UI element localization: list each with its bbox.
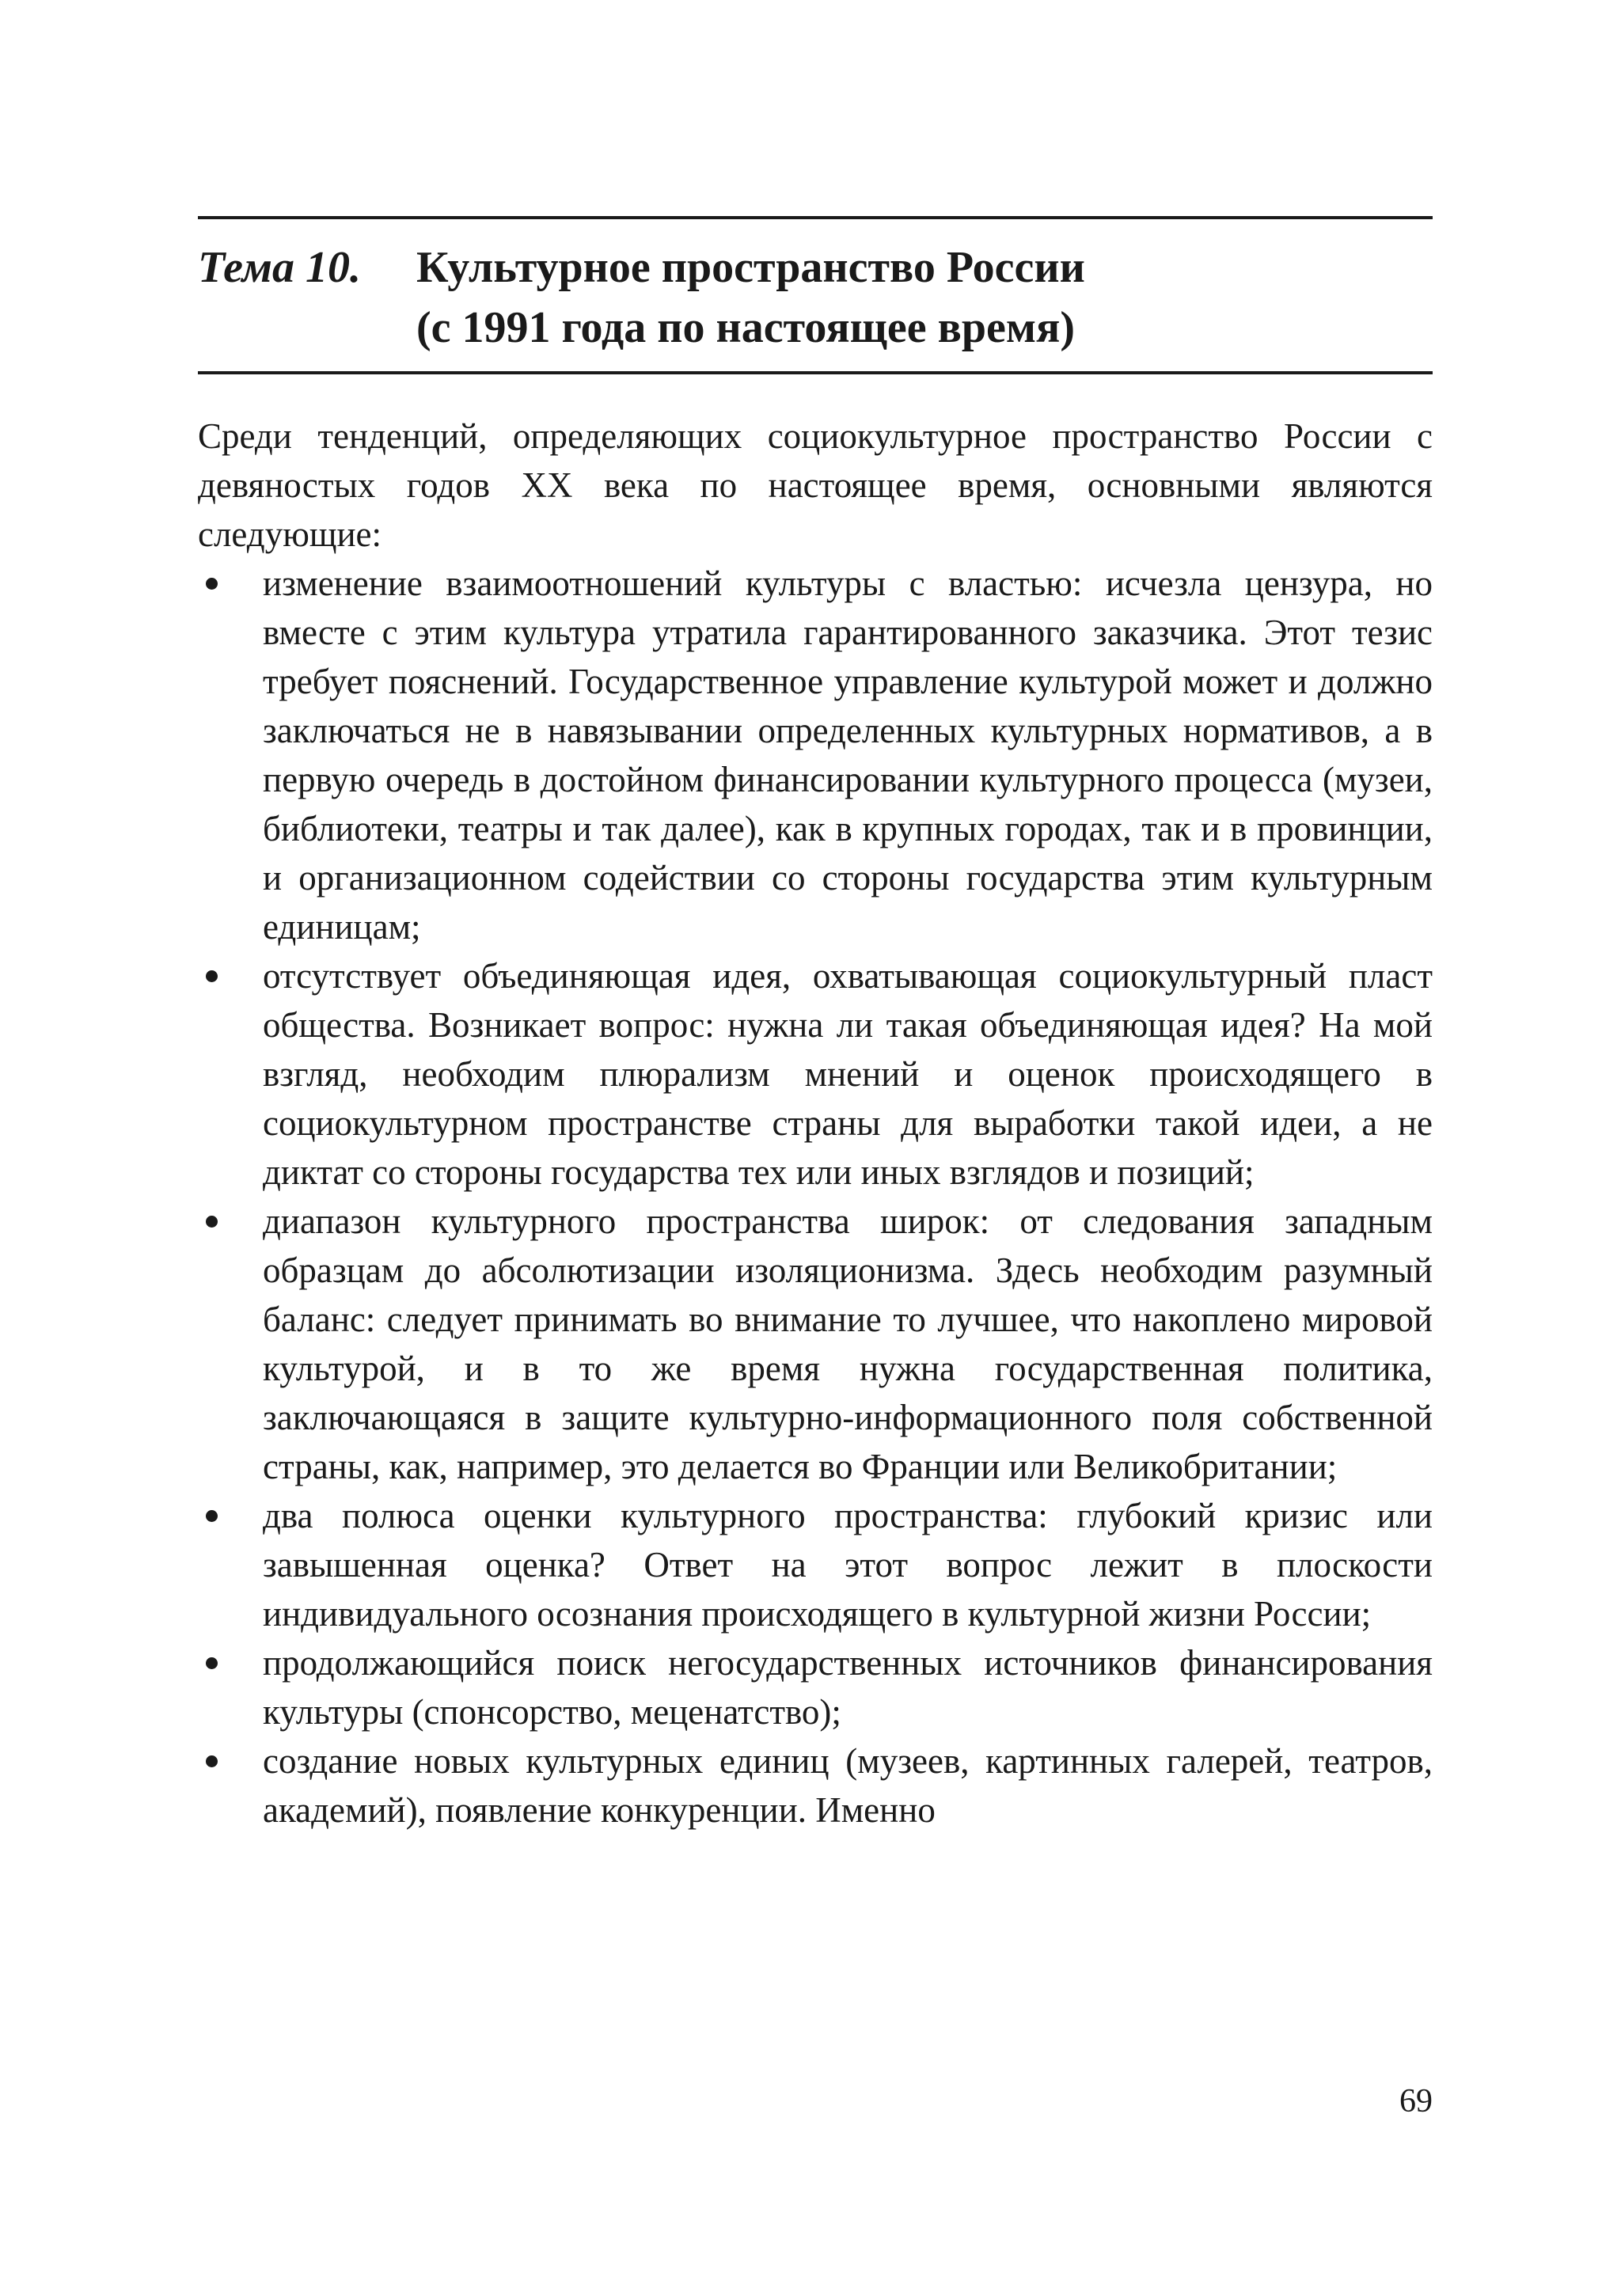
list-item <box>198 951 1433 1197</box>
heading-line-1 <box>198 237 1433 298</box>
bullet-icon <box>206 1657 218 1669</box>
list-item-text: отсутствует объединяющая идея, охватывающая социокультурный пласт общества. Возникает вопрос: нужна ли такая объединяющая идея? На мой взгляд, необходим плюрализм мнений и оценок происходящего в социокультурном пространстве страны для выработки такой идеи, а не диктат со стороны государства тех или иных взглядов и позиций; <box>263 956 1433 1192</box>
list-item-text: два полюса оценки культурного пространства: глубокий кризис или завышенная оценка? Ответ на этот вопрос лежит в плоскости индивидуального осознания происходящего в культурной жизни России; <box>263 1496 1433 1634</box>
list-item-text: создание новых культурных единиц (музеев, картинных галерей, театров, академий), появление конкуренции. Именно <box>263 1741 1433 1830</box>
bullet-icon <box>206 970 218 982</box>
intro-paragraph: Среди тенденций, определяющих социокультурное пространство России с девяностых годов XX века по настоящее время, основными являются следующие: <box>198 416 1433 554</box>
list-item-text: диапазон культурного пространства широк: от следования западным образцам до абсолютизации изоляционизма. Здесь необходим разумный баланс: следует принимать во внимание то лучшее, что накоплено мировой культурой, и в то же время нужна государственная политика, заключающаяся в защите культурно-информационного поля собственной страны, как, например, это делается во Франции или Великобритании; <box>263 1201 1433 1486</box>
heading-title-line-2: (с 1991 года по настоящее время) <box>416 303 1075 352</box>
bullet-icon <box>206 578 218 590</box>
heading-rule-bottom <box>198 371 1433 374</box>
topic-label: Тема 10. <box>198 243 362 292</box>
list-item <box>198 1197 1433 1491</box>
bullet-icon <box>206 1510 218 1522</box>
body-text <box>198 412 1433 1835</box>
heading-rule-top <box>198 216 1433 219</box>
heading-title-line-1: Культурное пространство России <box>416 243 1085 292</box>
list-item <box>198 1736 1433 1835</box>
list-item-text: продолжающийся поиск негосударственных источников финансирования культуры (спонсорство, меценатство); <box>263 1643 1433 1732</box>
bullet-icon <box>206 1755 218 1767</box>
list-item <box>198 1491 1433 1638</box>
list-item-text: изменение взаимоотношений культуры с властью: исчезла цензура, но вместе с этим культура утратила гарантированного заказчика. Этот тезис требует пояснений. Государственное управление культурой может и должно заключаться не в навязывании определенных культурных нормативов, а в первую очередь в достойном финансировании культурного процесса (музеи, библиотеки, театры и так далее), как в крупных городах, так и в провинции, и организационном содействии со стороны государства этим культурным единицам; <box>263 564 1433 947</box>
chapter-heading <box>198 237 1433 358</box>
bullet-icon <box>206 1216 218 1228</box>
list-item <box>198 559 1433 951</box>
page-number: 69 <box>1399 2083 1433 2120</box>
tendencies-list <box>198 559 1433 1835</box>
book-page <box>198 0 1433 2296</box>
list-item <box>198 1638 1433 1736</box>
